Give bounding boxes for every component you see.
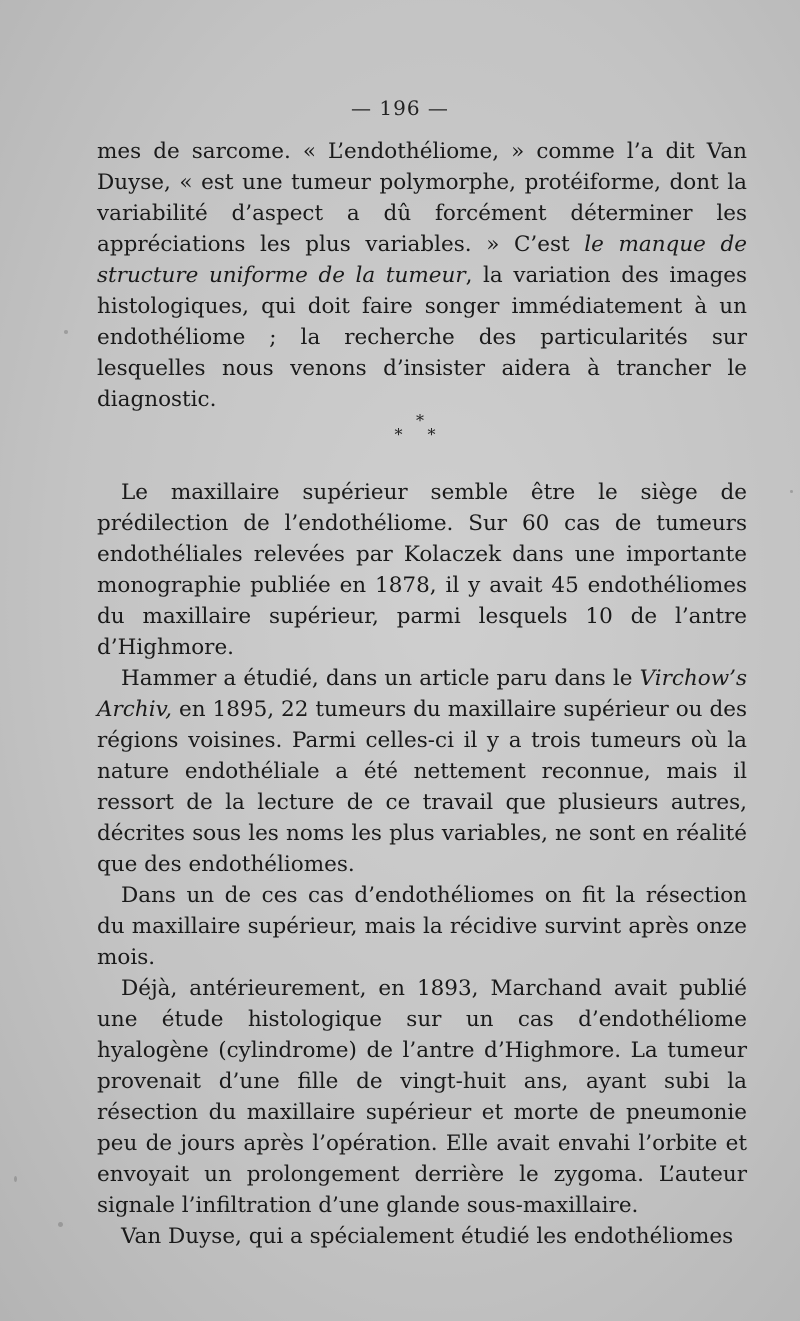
paper-speck — [790, 490, 793, 493]
italic-text: le manque de structure uniforme de la tumeur — [97, 232, 747, 288]
text-run: , la variation des images histologiques, qui doit faire songer immédiatement à un endothéliome ; la recherche des particularités sur lesquelles nous venons d’insister aidera à trancher le diagnostic. — [97, 263, 747, 412]
text-block-main — [97, 477, 747, 1252]
text-run: mes de sarcome. « L’endothéliome, » comme l’a dit Van Duyse, « est une tumeur polymorphe, protéiforme, dont la variabilité d’aspect a dû forcément déterminer les appréciations les plus variables. » C’est — [97, 139, 747, 257]
text-run: Hammer a étudié, dans un article paru dans le — [121, 666, 640, 691]
paper-speck — [58, 1222, 63, 1227]
paragraph: Déjà, antérieurement, en 1893, Marchand avait publié une étude histologique sur un cas d’endothéliome hyalogène (cylindrome) de l’antre d’Highmore. La tumeur provenait d’une fille de vingt-huit ans, ayant subi la résection du maxillaire supérieur et morte de pneumonie peu de jours après l’opération. Elle avait envahi l’orbite et envoyait un prolongement derrière le zygoma. L’auteur signale l’infiltration d’une glande sous-maxillaire. — [97, 976, 747, 1218]
paragraph: Le maxillaire supérieur semble être le siège de prédilection de l’endothéliome. Sur 60 cas de tumeurs endothéliales relevées par Kolaczek dans une importante monographie publiée en 1878, il y avait 45 endothéliomes du maxillaire supérieur, parmi lesquels 10 de l’antre d’Highmore. — [97, 480, 747, 660]
italic-text: Virchow’s Archiv, — [97, 666, 747, 722]
text-run: en 1895, 22 tumeurs du maxillaire supérieur ou des régions voisines. Parmi celles-ci il y a trois tumeurs où la nature endothéliale a été nettement reconnue, mais il ressort de la lecture de ce travail que plusieurs autres, décrites sous les noms les plus variables, ne sont en réalité que des endothéliomes. — [97, 697, 747, 877]
page-number: — 196 — — [351, 96, 449, 120]
asterism-top: * — [416, 411, 424, 430]
paragraph: Dans un de ces cas d’endothéliomes on fit la résection du maxillaire supérieur, mais la récidive survint après onze mois. — [97, 883, 747, 970]
paper-speck — [64, 330, 68, 334]
paragraph: Van Duyse, qui a spécialement étudié les endothéliomes — [121, 1224, 734, 1249]
asterism-separator — [0, 411, 800, 444]
paragraph — [97, 663, 747, 880]
text-block-top — [97, 136, 747, 415]
paper-speck — [14, 1176, 17, 1182]
paragraph — [97, 136, 747, 415]
asterism-bottom: * * — [394, 425, 446, 444]
